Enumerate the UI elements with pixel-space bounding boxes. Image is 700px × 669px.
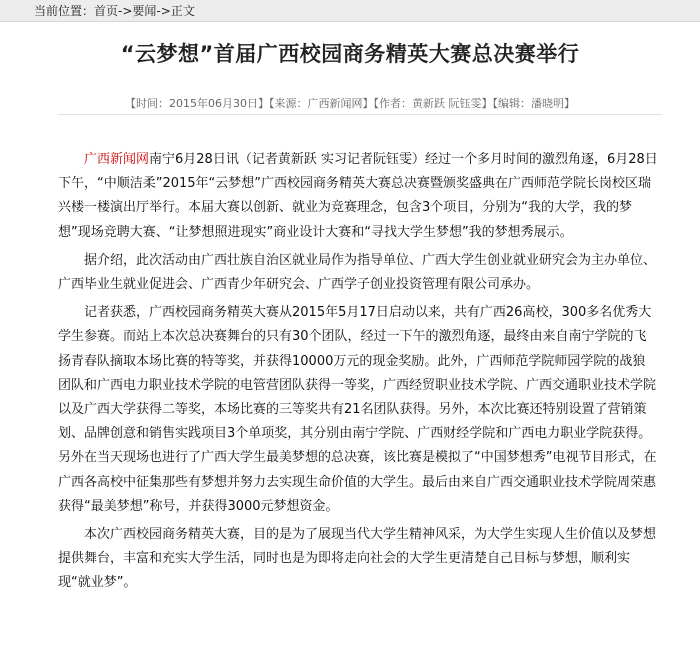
paragraph-1: [58, 148, 658, 245]
breadcrumb-home-link[interactable]: 首页: [94, 4, 119, 18]
source-link[interactable]: 广西新闻网: [84, 152, 150, 167]
paragraph-3: 记者获悉，广西校园商务精英大赛从2015年5月17日启动以来，共有广西26高校，300多名优秀大学生参赛。而站上本次总决赛舞台的只有30个团队，经过一下午的激烈角逐，最终由来自南宁学院的飞扬青春队摘取本场比赛的特等奖，并获得10000万元的现金奖励。此外，广西师范学院师园学院的战狼团队和广西电力职业技术学院的电管营团队获得一等奖，广西经贸职业技术学院、广西交通职业技术学院以及广西大学获得二等奖，本场比赛的三等奖共有21名团队获得。另外，本次比赛还特别设置了营销策划、品牌创意和销售实践项目3个单项奖，其分别由南宁学院、广西财经学院和广西电力职业学院获得。另外在当天现场也进行了广西大学生最美梦想的总决赛，该比赛是模拟了“中国梦想秀”电视节目形式，在广西各高校中征集那些有梦想并努力去实现生命价值的大学生。最后由来自广西交通职业技术学院周荣惠获得“最美梦想”称号，并获得3000元梦想资金。: [58, 305, 657, 514]
paragraph-4: 本次广西校园商务精英大赛，目的是为了展现当代大学生精神风采，为大学生实现人生价值以及梦想提供舞台，丰富和充实大学生活，同时也是为即将走向社会的大学生更清楚自己目标与梦想，顺利实现“就业梦”。: [58, 527, 657, 591]
article-title: “云梦想”首届广西校园商务精英大赛总决赛举行: [120, 42, 580, 66]
breadcrumb-current: 正文: [170, 4, 195, 18]
breadcrumb-section-link[interactable]: 要闻: [132, 4, 157, 18]
breadcrumb: [0, 0, 700, 22]
divider: [58, 114, 662, 115]
paragraph-1-text: 南宁6月28日讯（记者黄新跃 实习记者阮钰雯）经过一个多月时间的激烈角逐，6月28日下午，“中顺洁柔”2015年“云梦想”广西校园商务精英大赛总决赛暨颁奖盛典在广西师范学院长岗校区瑞兴楼一楼演出厅举行。本届大赛以创新、就业为竞赛理念，包含3个项目，分别为“我的大学，我的梦想”现场竞聘大赛、“让梦想照进现实”商业设计大赛和“寻找大学生梦想”我的梦想秀展示。: [58, 152, 658, 240]
article-meta: 【时间：2015年06月30日】【来源：广西新闻网】【作者：黄新跃 阮钰雯】【编辑：潘晓明】: [125, 97, 575, 110]
breadcrumb-separator: ->: [156, 4, 171, 18]
breadcrumb-separator: ->: [118, 4, 133, 18]
article-body: [58, 148, 658, 596]
paragraph-2: 据介绍，此次活动由广西壮族自治区就业局作为指导单位、广西大学生创业就业研究会为主办单位、广西毕业生就业促进会、广西青少年研究会、广西学子创业投资管理有限公司承办。: [58, 252, 657, 293]
breadcrumb-label: 当前位置：: [34, 4, 95, 18]
